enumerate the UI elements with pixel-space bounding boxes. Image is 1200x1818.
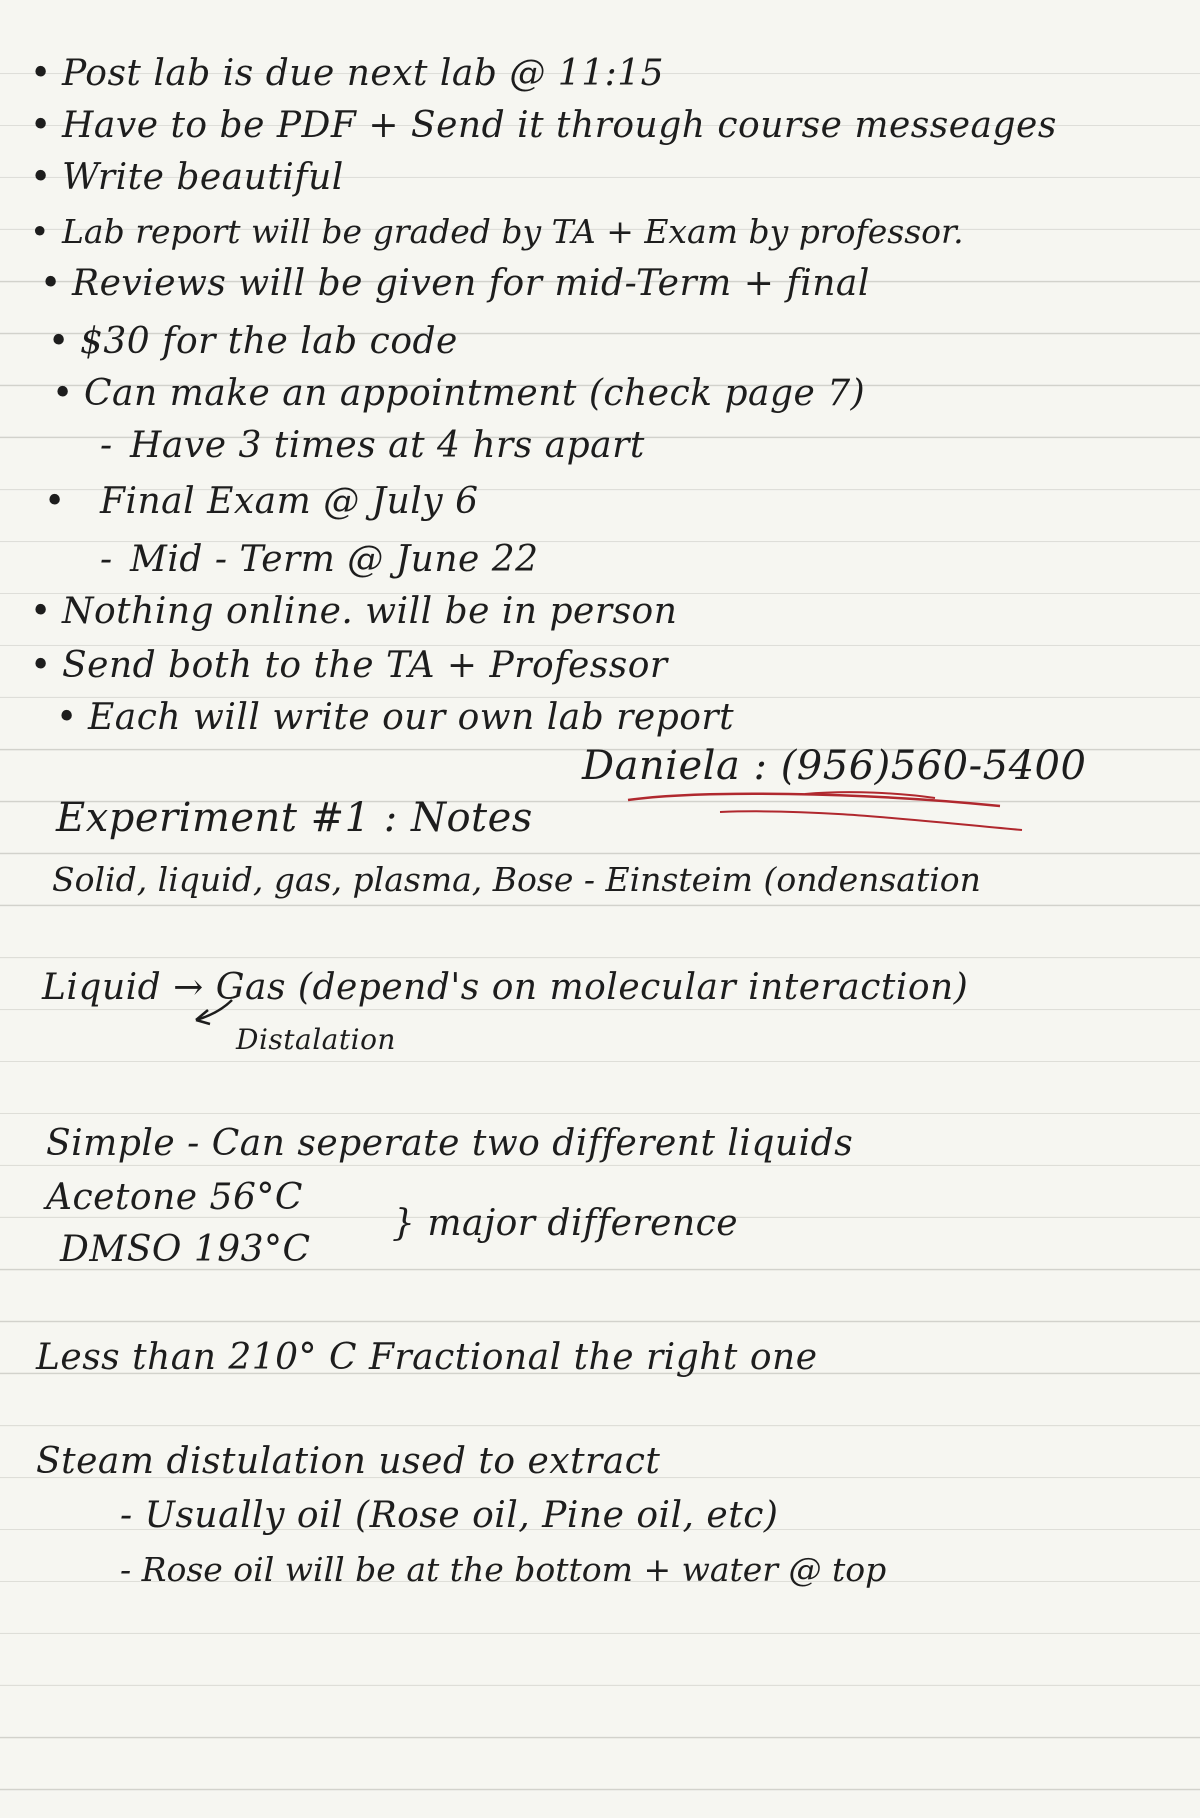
usually-oil-note: - Usually oil (Rose oil, Pine oil, etc): [120, 1495, 779, 1536]
note-text: Lab report will be graded by TA + Exam by professor.: [62, 212, 964, 251]
note-text: Final Exam @ July 6: [100, 481, 479, 522]
bullet: •: [48, 321, 70, 362]
dash: -: [100, 425, 113, 466]
simple-distillation: Simple - Can seperate two different liquids: [46, 1123, 854, 1164]
steam-distillation: Steam distulation used to extract: [36, 1441, 661, 1482]
bullet: •: [30, 157, 52, 198]
bullet: •: [30, 53, 52, 94]
bullet: •: [30, 212, 50, 251]
note-text: Send both to the TA + Professor: [62, 645, 668, 686]
dmso-boiling-point: DMSO 193°C: [60, 1229, 311, 1270]
bullet: •: [44, 481, 66, 522]
bullet: •: [56, 697, 78, 738]
note-text: Nothing online. will be in person: [62, 591, 678, 632]
note-text: Each will write our own lab report: [88, 697, 735, 738]
bullet: •: [40, 263, 62, 304]
note-text: Have 3 times at 4 hrs apart: [130, 425, 645, 466]
note-text: Have to be PDF + Send it through course messeages: [62, 105, 1057, 146]
liquid-to-gas: Liquid → Gas (depend's on molecular interaction): [42, 967, 969, 1008]
note-text: $30 for the lab code: [80, 321, 458, 362]
note-text: Can make an appointment (check page 7): [84, 373, 866, 414]
note-text: Post lab is due next lab @ 11:15: [62, 53, 665, 94]
rose-oil-note: - Rose oil will be at the bottom + water @ top: [120, 1550, 887, 1589]
bullet: •: [30, 105, 52, 146]
note-text: Write beautiful: [62, 157, 344, 198]
note-text: Mid - Term @ June 22: [130, 539, 539, 580]
bullet: •: [52, 373, 74, 414]
fractional-distillation: Less than 210° C Fractional the right one: [36, 1337, 818, 1378]
acetone-boiling-point: Acetone 56°C: [46, 1177, 303, 1218]
states-of-matter: Solid, liquid, gas, plasma, Bose - Einsteim (ondensation: [52, 860, 981, 899]
experiment-heading: Experiment #1 : Notes: [56, 795, 533, 841]
major-difference-note: } major difference: [392, 1203, 739, 1244]
contact-daniela: Daniela : (956)560-5400: [582, 743, 1087, 789]
bullet: •: [30, 591, 52, 632]
note-text: Reviews will be given for mid-Term + final: [72, 263, 870, 304]
distillation-label: Distalation: [236, 1023, 396, 1056]
dash: -: [100, 539, 113, 580]
bullet: •: [30, 645, 52, 686]
